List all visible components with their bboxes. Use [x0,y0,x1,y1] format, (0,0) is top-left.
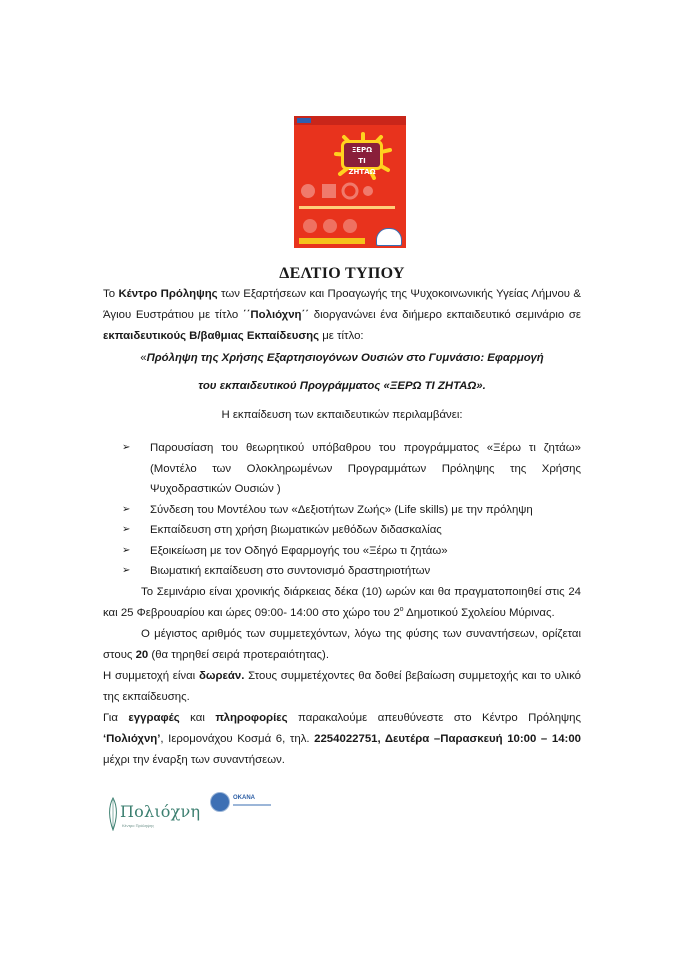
duration-text: Το Σεμινάριο είναι χρονικής διάρκειας δέκα (10) ωρών και θα πραγματοποιηθεί στις 24 και 25 Φεβρουαρίου και ώρες 09:00- 14:00 στο χώρο του [103,585,581,619]
includes-label: Η εκπαίδευση των εκπαιδευτικών περιλαμβάνει: [221,409,463,421]
intro-text: με τίτλο: [319,330,364,342]
arrow-bullet-icon: ➢ [122,544,131,556]
free-paragraph [103,666,581,708]
seminar-title-line1 [73,348,611,369]
cover-subtitle-line [299,206,395,209]
okana-logo-text: ΟΚΑΝΑ [233,794,255,801]
max-participants: 20 [135,648,149,661]
cover-title [341,140,383,176]
list-item [122,520,581,541]
arrow-bullet-icon: ➢ [122,524,131,535]
arrow-bullet-icon: ➢ [122,565,131,576]
intro-bold-center: Κέντρο Πρόληψης [118,288,218,300]
contact-text: παρακαλούμε απευθύνεστε στο Κέντρο Πρόληψης [287,711,581,724]
arrow-bullet-icon: ➢ [122,503,131,515]
publisher-logo [297,118,311,123]
intro-paragraph [103,284,581,347]
topics-list [122,438,581,582]
ordinal-superscript: ο [399,605,404,613]
cover-shapes-graphic [298,182,378,200]
list-item [122,438,581,500]
seminar-title-line2 [73,376,611,397]
duration-paragraph [103,582,581,624]
quote-mark: « [140,352,147,364]
list-item [122,500,581,521]
free-text: Στους συμμετέχοντες θα δοθεί βεβαίωση συμμετοχής και το υλικό της εκπαίδευσης. [103,669,581,703]
contact-bold-center-name: ‘Πολιόχνη’ [103,732,161,745]
cover-bottom-bar [299,238,365,244]
contact-text: , Ιερομονάχου Κοσμά 6, τηλ. [160,732,315,745]
seminar-title-text-1: Πρόληψη της Χρήσης Εξαρτησιογόνων Ουσιών στο Γυμνάσιο: Εφαρμογή [146,352,544,364]
duration-tail: Δημοτικού Σχολείου Μύρινας. [403,606,555,619]
contact-text: και [179,711,216,724]
free-bold: δωρεάν. [198,669,245,682]
document-body [0,250,679,859]
page-title: ΔΕΛΤΙΟ ΤΥΠΟΥ [279,265,405,282]
contact-paragraph [103,708,581,771]
seminar-title-text-2: του εκπαιδευτικού Προγράμματος «ΞΕΡΩ ΤΙ ΖΗΤΑΩ». [198,380,486,392]
cover-title-line2: ΤΙ ΖΗΤΑΩ [348,157,376,176]
list-item-text: Εκπαίδευση στη χρήση βιωματικών μεθόδων διδασκαλίας [150,524,442,536]
poliochni-logo-text: Πολιόχνη [120,801,201,821]
list-item [122,561,581,582]
list-item-text: Βιωματική εκπαίδευση στο συντονισμό δραστηριοτήτων [150,565,431,577]
contact-bold-phone-hours: 2254022751, Δευτέρα –Παρασκευή 10:00 – 14:00 [314,732,581,745]
arrow-bullet-icon: ➢ [122,442,131,453]
book-cover-image [294,116,406,248]
okana-logo [210,792,275,816]
intro-bold-audience: εκπαιδευτικούς Β/βαθμιας Εκπαίδευσης [103,330,320,342]
contact-bold-registrations: εγγραφές [128,711,180,724]
list-item-text: Παρουσίαση του θεωρητικού υπόβαθρου του προγράμματος «Ξέρω τι ζητάω» (Μοντέλο των Ολοκληρωμένων Προγραμμάτων Πρόληψης της Χρήσης Ψυχοδραστικών Ουσιών ) [150,442,581,495]
okana-emblem-icon [210,792,230,812]
intro-text: Το [103,288,119,300]
cover-badge-logo [376,228,402,246]
cover-title-line1: ΞΕΡΩ [351,146,373,154]
list-item-text: Εξοικείωση με τον Οδηγό Εφαρμογής του «Ξέρω τι ζητάω» [150,544,448,557]
cover-area [0,0,679,250]
leaf-icon [108,797,118,831]
contact-text: μέχρι την έναρξη των συναντήσεων. [103,753,285,766]
intro-text: των Εξαρτήσεων και Προαγωγής της Ψυχοκοινωνικής Υγείας Λήμνου & Άγιου Ευστράτιου με τίτλο [103,288,581,321]
contact-bold-info: πληροφορίες [215,711,288,724]
poliochni-logo-subtitle: Κέντρο Πρόληψης [122,822,155,828]
okana-logo-subline [233,804,271,806]
intro-bold-name: ΄΄Πολιόχνη΄΄ [242,309,310,321]
participants-text: Ο μέγιστος αριθμός των συμμετεχόντων, λόγω της φύσης των συναντήσεων, ορίζεται στους [103,627,581,661]
free-text: Η συμμετοχή είναι [103,669,199,682]
school-number: 2 [393,606,400,619]
list-item [122,541,581,562]
poliochni-logo [108,797,201,833]
list-item-text: Σύνδεση του Μοντέλου των «Δεξιοτήτων Ζωής» (Life skills) με την πρόληψη [150,503,533,516]
cover-faces-graphic [300,216,370,234]
participants-paragraph [103,624,581,666]
contact-text: Για [103,711,129,724]
footer-logos [103,789,581,859]
participants-text: (θα τηρηθεί σειρά προτεραιότητας). [148,648,329,661]
intro-text: διοργανώνει ένα διήμερο εκπαιδευτικό σεμινάριο σε [309,309,581,321]
